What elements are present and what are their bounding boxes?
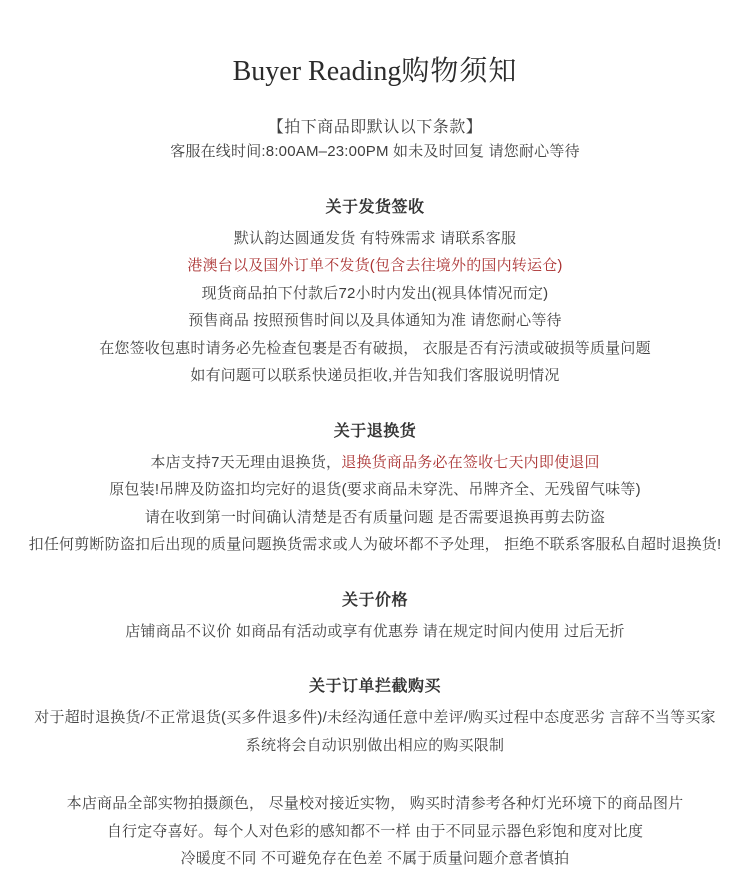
color-disclaimer-line: 自行定夺喜好。每个人对色彩的感知都不一样 由于不同显示器色彩饱和度对比度 <box>106 822 644 840</box>
order-restriction-line: 对于超时退换货/不正常退货(买多件退多件)/未经沟通任意中差评/购买过程中态度恶劣 言辞不当等买家 <box>34 709 716 726</box>
color-disclaimer-line: 本店商品全部实物拍摄颜色， 尽量校对接近实物， 购买时清参考各种灯光环境下的商品图片 <box>66 795 684 812</box>
section-returns-heading: 关于退换货 <box>333 422 417 440</box>
section-price-heading: 关于价格 <box>341 591 408 609</box>
section-order-restriction <box>0 676 750 759</box>
shipping-line: 预售商品 按照预售时间以及具体通知为准 请您耐心等待 <box>188 312 562 329</box>
section-color-disclaimer <box>0 790 750 873</box>
page-title-english: Buyer Reading <box>232 56 402 87</box>
order-restriction-line: 系统将会自动识别做出相应的购买限制 <box>245 736 505 754</box>
section-price <box>0 590 750 646</box>
returns-policy-red: 退换货商品务必在签收七天内即使退回 <box>341 453 600 471</box>
color-disclaimer-line: 冷暖度不同 不可避免存在色差 不属于质量问题介意者慎拍 <box>180 850 570 867</box>
returns-line: 原包装!吊牌及防盗扣均完好的退货(要求商品未穿洗、吊牌齐全、无残留气味等) <box>109 481 641 498</box>
section-shipping-heading: 关于发货签收 <box>325 198 425 216</box>
service-hours-line: 客服在线时间:8:00AM–23:00PM 如未及时回复 请您耐心等待 <box>170 143 580 160</box>
section-shipping <box>0 197 750 390</box>
section-returns <box>0 421 750 559</box>
returns-line-policy <box>0 449 750 477</box>
shipping-line: 默认韵达圆通发货 有特殊需求 请联系客服 <box>233 229 517 247</box>
shipping-line: 现货商品拍下付款后72小时内发出(视具体情况而定) <box>201 284 549 302</box>
shipping-line: 在您签收包惠时请务必先检查包裹是否有破损， 衣服是否有污渍或破损等质量问题 <box>99 339 651 357</box>
shipping-line: 如有问题可以联系快递员拒收,并告知我们客服说明情况 <box>190 367 560 384</box>
returns-line: 扣任何剪断防盗扣后出现的质量问题换货需求或人为破坏都不予处理， 拒绝不联系客服私自超时退换货! <box>28 536 722 553</box>
returns-policy-black: 本店支持7天无理由退换货， <box>150 453 342 471</box>
page-title-chinese: 购物须知 <box>401 56 518 87</box>
price-line: 店铺商品不议价 如商品有活动或享有优惠券 请在规定时间内使用 过后无折 <box>125 622 625 640</box>
page-title <box>0 54 750 90</box>
shipping-line-no-overseas: 港澳台以及国外订单不发货(包含去往境外的国内转运仓) <box>187 257 563 274</box>
section-order-restriction-heading: 关于订单拦截购买 <box>308 678 441 695</box>
returns-line: 请在收到第一时间确认清楚是否有质量问题 是否需要退换再剪去防盗 <box>144 508 606 526</box>
terms-subtitle: 【拍下商品即默认以下条款】 <box>267 119 483 136</box>
